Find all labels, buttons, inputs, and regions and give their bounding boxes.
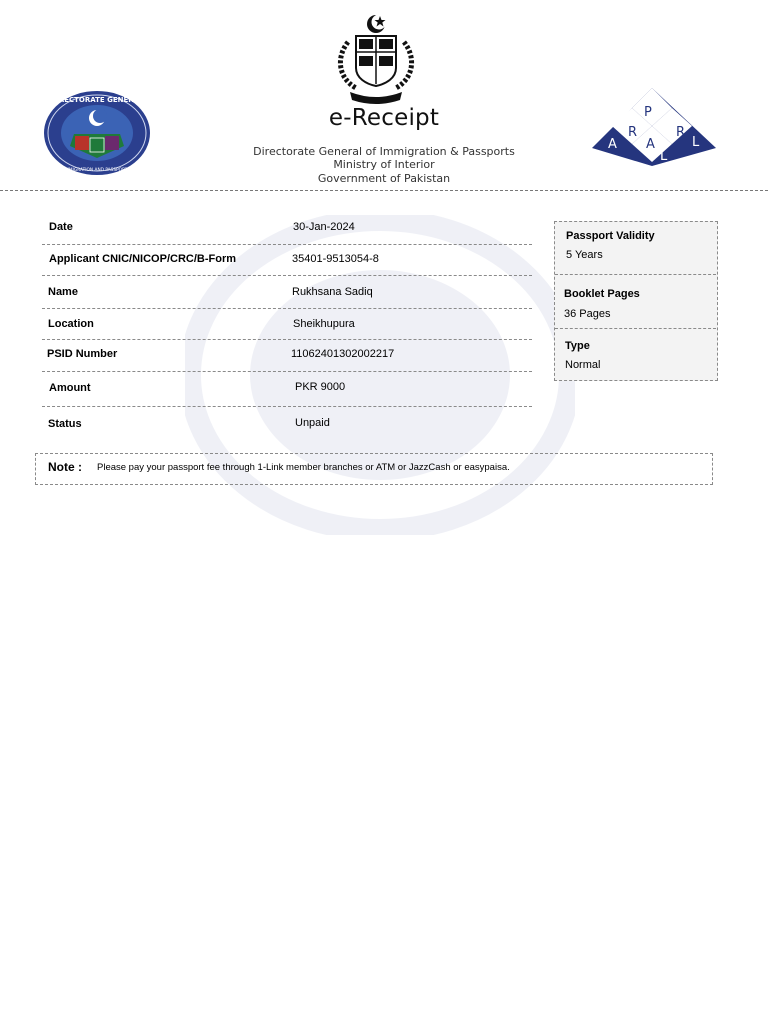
detail-value-name: Rukhsana Sadiq bbox=[292, 286, 373, 298]
detail-value-amount: PKR 9000 bbox=[295, 381, 346, 393]
row-divider bbox=[42, 371, 532, 372]
detail-value-psid: 11062401302002217 bbox=[291, 348, 395, 360]
panel-divider bbox=[555, 328, 716, 329]
pprl-letter: P bbox=[644, 105, 652, 120]
detail-label-status: Status bbox=[48, 418, 82, 430]
panel-label-validity: Passport Validity bbox=[566, 230, 655, 242]
pprl-letter: A bbox=[646, 137, 655, 152]
pprl-letter: P bbox=[660, 105, 668, 120]
directorate-general-logo-icon bbox=[42, 88, 152, 178]
ministry-name: Ministry of Interior bbox=[333, 158, 435, 171]
panel-label-type: Type bbox=[565, 340, 590, 352]
detail-label-amount: Amount bbox=[49, 382, 91, 394]
row-divider bbox=[42, 406, 532, 407]
receipt-title: e-Receipt bbox=[328, 105, 440, 131]
detail-label-location: Location bbox=[48, 318, 94, 330]
passport-info-panel bbox=[554, 221, 718, 381]
note-label: Note : bbox=[48, 460, 82, 474]
header-divider bbox=[0, 190, 768, 191]
note-text: Please pay your passport fee through 1-Link member branches or ATM or JazzCash or easypaisa. bbox=[97, 462, 510, 473]
logo-arc-text-top: DIRECTORATE GENERAL bbox=[50, 96, 144, 104]
detail-label-cnic: Applicant CNIC/NICOP/CRC/B-Form bbox=[49, 253, 236, 265]
panel-value-type: Normal bbox=[565, 359, 601, 371]
detail-label-name: Name bbox=[48, 286, 78, 298]
row-divider bbox=[42, 244, 532, 245]
pprl-letter: R bbox=[676, 125, 686, 140]
pprl-letter: A bbox=[608, 137, 617, 152]
panel-value-validity: 5 Years bbox=[566, 249, 603, 261]
detail-value-location: Sheikhupura bbox=[293, 318, 355, 330]
watermark-seal-icon bbox=[185, 215, 575, 535]
panel-value-pages: 36 Pages bbox=[564, 308, 611, 320]
pprl-letter: L bbox=[660, 149, 668, 164]
org-name: Directorate General of Immigration & Passports bbox=[253, 145, 515, 158]
panel-divider bbox=[555, 274, 716, 275]
row-divider bbox=[42, 339, 532, 340]
pprl-letter: L bbox=[692, 135, 700, 150]
detail-value-status: Unpaid bbox=[295, 417, 330, 429]
state-emblem-icon bbox=[330, 12, 422, 104]
row-divider bbox=[42, 308, 532, 309]
detail-label-date: Date bbox=[49, 221, 73, 233]
row-divider bbox=[42, 275, 532, 276]
detail-value-date: 30-Jan-2024 bbox=[293, 221, 355, 233]
logo-arc-text-bottom: IMMIGRATION AND PASSPORTS bbox=[63, 168, 131, 173]
detail-value-cnic: 35401-9513054-8 bbox=[292, 253, 379, 265]
pprl-letter: R bbox=[628, 125, 638, 140]
detail-label-psid: PSID Number bbox=[47, 348, 118, 360]
pprl-logo-icon bbox=[588, 86, 720, 178]
panel-label-pages: Booklet Pages bbox=[564, 288, 640, 300]
government-name: Government of Pakistan bbox=[317, 172, 451, 185]
